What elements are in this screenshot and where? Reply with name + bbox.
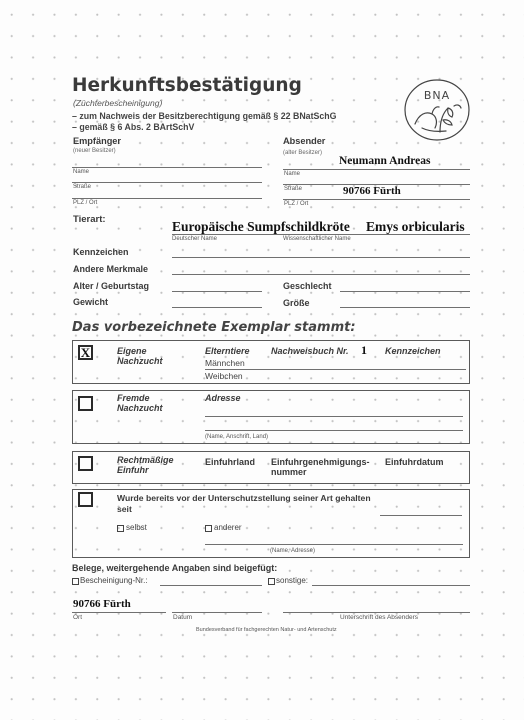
import-date-label: Einfuhrdatum: [385, 457, 444, 467]
pre-protection-checkbox: [78, 492, 93, 507]
recipient-heading: Empfänger: [73, 136, 121, 146]
recipient-street-label: Straße: [73, 184, 92, 190]
address-line-2: [205, 430, 463, 431]
import-permit-label-1: Einfuhrgenehmigungs-: [271, 457, 370, 467]
place-value: 90766 Fürth: [73, 598, 131, 610]
other-keeper-caption: (Name, Adresse): [270, 548, 316, 554]
document-subtitle: (Züchterbescheinigung): [73, 98, 163, 108]
scientific-name-caption: Wissenschaftlicher Name: [283, 236, 351, 242]
place-line: [72, 612, 166, 613]
species-line: [172, 234, 470, 235]
address-caption: (Name, Anschrift, Land): [205, 434, 269, 440]
species-label: Tierart:: [73, 214, 106, 225]
other-attachment-label: sonstige:: [276, 576, 309, 585]
self-checkbox: [117, 525, 124, 532]
recipient-street-line: [72, 182, 262, 183]
purpose-line-1: – zum Nachweis der Besitzberechtigung gemäß § 22 BNatSchG: [72, 111, 337, 121]
marking-label: Kennzeichen: [73, 247, 129, 257]
signature-line: [283, 612, 470, 613]
age-line: [172, 291, 262, 292]
logo-turtle-icon: [415, 113, 436, 128]
own-breeding-label-2: Nachzucht: [117, 356, 163, 366]
import-country-label: Einfuhrland: [205, 457, 255, 467]
common-name-caption: Deutscher Name: [172, 236, 218, 242]
female-label: Weibchen: [205, 371, 243, 381]
logo-lettering: BNA: [423, 89, 451, 102]
recipient-name-label: Name: [73, 169, 90, 175]
age-label: Alter / Geburtstag: [73, 281, 150, 291]
address-line-1: [205, 416, 463, 417]
own-breeding-label-1: Eigene: [117, 346, 147, 356]
legal-import-label-2: Einfuhr: [117, 465, 149, 475]
bna-logo: [402, 78, 472, 142]
male-label: Männchen: [205, 358, 245, 368]
self-option-label: selbst: [126, 523, 147, 532]
sender-heading: Absender: [283, 136, 326, 146]
check-mark: X: [80, 345, 91, 360]
place-label: Ort: [73, 614, 83, 621]
other-attachment-line: [312, 585, 470, 586]
date-line: [172, 612, 262, 613]
sender-city-value: 90766 Fürth: [343, 185, 401, 197]
recipient-city-line: [72, 198, 262, 199]
purpose-line-2: – gemäß § 6 Abs. 2 BArtSchV: [72, 122, 195, 132]
other-features-label: Andere Merkmale: [73, 264, 149, 274]
sender-note: (alter Besitzer): [283, 150, 323, 156]
weight-line: [172, 307, 262, 308]
signature-label: Unterschrift des Absenders: [340, 614, 419, 621]
logo-illustration: [415, 105, 461, 132]
recipient-name-line: [72, 167, 262, 168]
own-breeding-marking-label: Kennzeichen: [385, 346, 441, 356]
own-breeding-checkbox: [78, 345, 93, 360]
species-common-name: Europäische Sumpfschildkröte: [172, 219, 350, 234]
import-permit-label-2: nummer: [271, 467, 307, 477]
sex-line: [340, 291, 470, 292]
recipient-city-label: PLZ / Ort: [73, 200, 98, 206]
foreign-breeding-label-1: Fremde: [117, 393, 150, 403]
species-scientific-name: Emys orbicularis: [366, 219, 465, 234]
other-keeper-label: anderer: [214, 523, 242, 532]
foreign-breeding-checkbox: [78, 396, 93, 411]
marking-line: [172, 257, 470, 258]
other-keeper-line: [205, 544, 463, 545]
other-features-line: [172, 274, 470, 275]
certificate-line: [160, 585, 262, 586]
recipient-note: (neuer Besitzer): [73, 148, 116, 154]
sender-city-line: [283, 199, 470, 200]
footer-text: Bundesverband für fachgerechten Natur- und Artenschutz: [196, 627, 337, 633]
sender-name-label: Name: [284, 171, 301, 177]
logo-bird-icon: [454, 105, 461, 108]
size-line: [340, 307, 470, 308]
pre-protection-label-2: seit: [117, 504, 132, 514]
date-label: Datum: [173, 614, 193, 621]
pre-protection-label-1: Wurde bereits vor der Unterschutzstellung seiner Art gehalten: [117, 493, 371, 503]
foreign-breeding-label-2: Nachzucht: [117, 403, 163, 413]
address-label: Adresse: [205, 393, 241, 403]
logbook-label: Nachweisbuch Nr.: [271, 346, 349, 356]
legal-import-checkbox: [78, 456, 93, 471]
since-line: [380, 515, 462, 516]
sender-street-label: Straße: [284, 186, 303, 192]
parents-label: Elterntiere: [205, 346, 250, 356]
other-keeper-checkbox: [205, 525, 212, 532]
sex-label: Geschlecht: [283, 281, 332, 291]
certificate-label: Bescheinigung-Nr.:: [80, 576, 148, 585]
other-attachment-checkbox: [268, 578, 275, 585]
sender-name-line: [283, 169, 470, 170]
logbook-value: 1: [361, 343, 367, 357]
attachments-heading: Belege, weitergehende Angaben sind beigefügt:: [72, 563, 278, 573]
weight-label: Gewicht: [73, 297, 109, 307]
legal-import-label-1: Rechtmäßige: [117, 455, 174, 465]
sender-name-value: Neumann Andreas: [339, 155, 431, 167]
sender-city-label: PLZ / Ort: [284, 201, 309, 207]
origin-heading: Das vorbezeichnete Exemplar stammt:: [72, 320, 356, 335]
male-line: [205, 369, 466, 370]
size-label: Größe: [283, 298, 310, 308]
certificate-checkbox: [72, 578, 79, 585]
document-title: Herkunftsbestätigung: [72, 75, 302, 96]
